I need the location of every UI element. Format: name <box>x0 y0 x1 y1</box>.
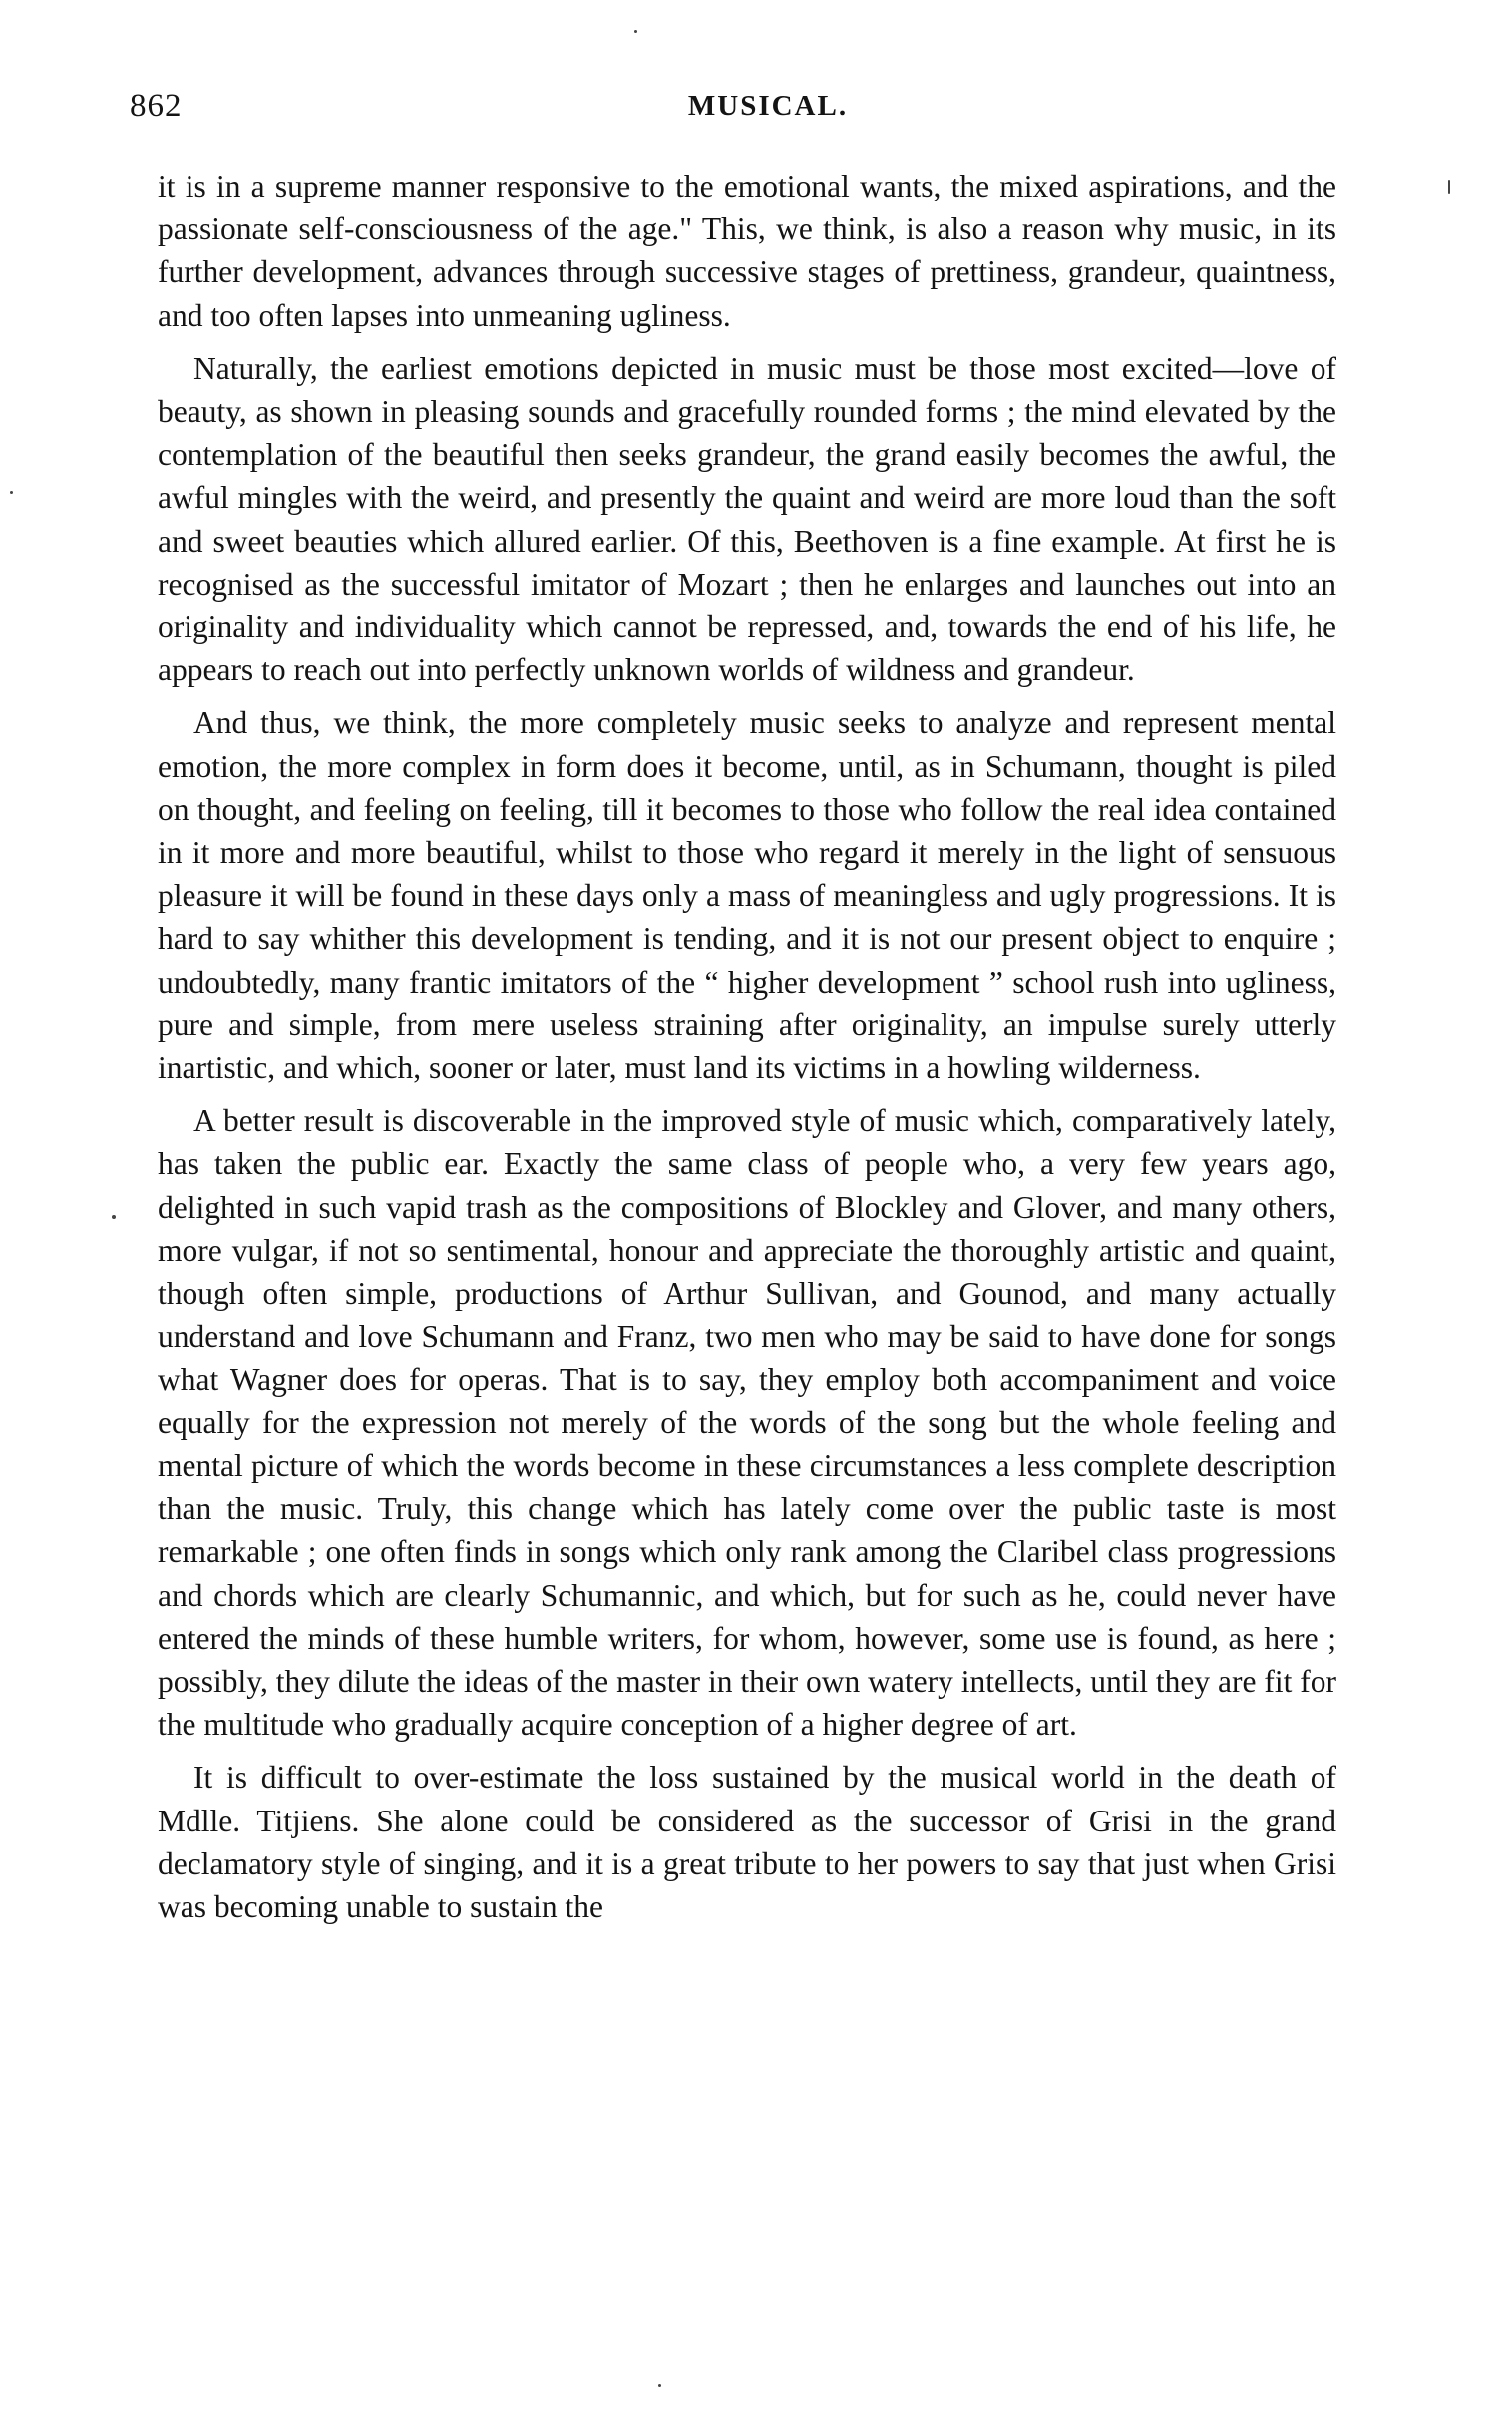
paragraph-continued: it is in a supreme manner responsive to the emotional wants, the mixed aspirations, and the passionate self-consciousness of the age." This, we think, is also a reason why music, in its further development, advances through successive stages of prettiness, grandeur, quaintness, and too often lapses into unmeaning ugliness. <box>158 169 1336 333</box>
print-speck <box>112 1215 116 1219</box>
paragraph: And thus, we think, the more completely music seeks to analyze and represent mental emotion, the more complex in form does it become, until, as in Schumann, thought is piled on thought, and feeling on feeling, till it becomes to those who follow the real idea contained in it more and more beautiful, whilst to those who regard it merely in the light of sensuous pleasure it will be found in these days only a mass of meaningless and ugly progressions. It is hard to say whither this development is tending, and it is not our present object to enquire ; undoubtedly, many frantic imitators of the “ higher development ” school rush into ugliness, pure and simple, from mere useless straining after originality, an impulse surely utterly inartistic, and which, sooner or later, must land its victims in a howling wilderness. <box>158 705 1336 1086</box>
paragraph: Naturally, the earliest emotions depicted in music must be those most excited—love of beauty, as shown in pleasing sounds and gracefully rounded forms ; the mind elevated by the contemplation of the beautiful then seeks grandeur, the grand easily becomes the awful, the awful mingles with the weird, and presently the quaint and weird are more loud than the soft and sweet beauties which allured earlier. Of this, Beethoven is a fine example. At first he is recognised as the successful imitator of Mozart ; then he enlarges and launches out into an originality and individuality which cannot be repressed, and, towards the end of his life, he appears to reach out into perfectly unknown worlds of wildness and grandeur. <box>158 350 1336 688</box>
body-text <box>158 165 1336 1938</box>
running-title: MUSICAL. <box>687 90 849 122</box>
paragraph: A better result is discoverable in the improved style of music which, comparatively lately, has taken the public ear. Exactly the same class of people who, a very few years ago, delighted in such vapid trash as the compositions of Blockley and Glover, and many others, more vulgar, if not so sentimental, honour and appreciate the thoroughly artistic and quaint, though often simple, productions of Arthur Sullivan, and Gounod, and many actually understand and love Schumann and Franz, two men who may be said to have done for songs what Wagner does for operas. That is to say, they employ both accompaniment and voice equally for the expression not merely of the words of the song but the whole feeling and mental picture of which the words become in these circumstances a less complete description than the music. Truly, this change which has lately come over the public taste is most remarkable ; one often finds in songs which only rank among the Claribel class progressions and chords which are clearly Schumannic, and which, but for such as he, could never have entered the minds of these humble writers, for whom, however, some use is found, as here ; possibly, they dilute the ideas of the master in their own watery intellects, until they are fit for the multitude who gradually acquire conception of a higher degree of art. <box>158 1103 1336 1743</box>
print-speck <box>634 30 637 33</box>
paragraph: It is difficult to over-estimate the loss sustained by the musical world in the death of Mdlle. Titjiens. She alone could be considered as the successor of Grisi in the grand declamatory style of singing, and it is a great tribute to her powers to say that just when Grisi was becoming unable to sustain the <box>158 1760 1336 1924</box>
print-speck <box>1448 180 1450 194</box>
print-speck <box>10 491 13 494</box>
running-head <box>130 88 1356 138</box>
print-speck <box>658 2384 661 2387</box>
page-number: 862 <box>130 88 183 124</box>
